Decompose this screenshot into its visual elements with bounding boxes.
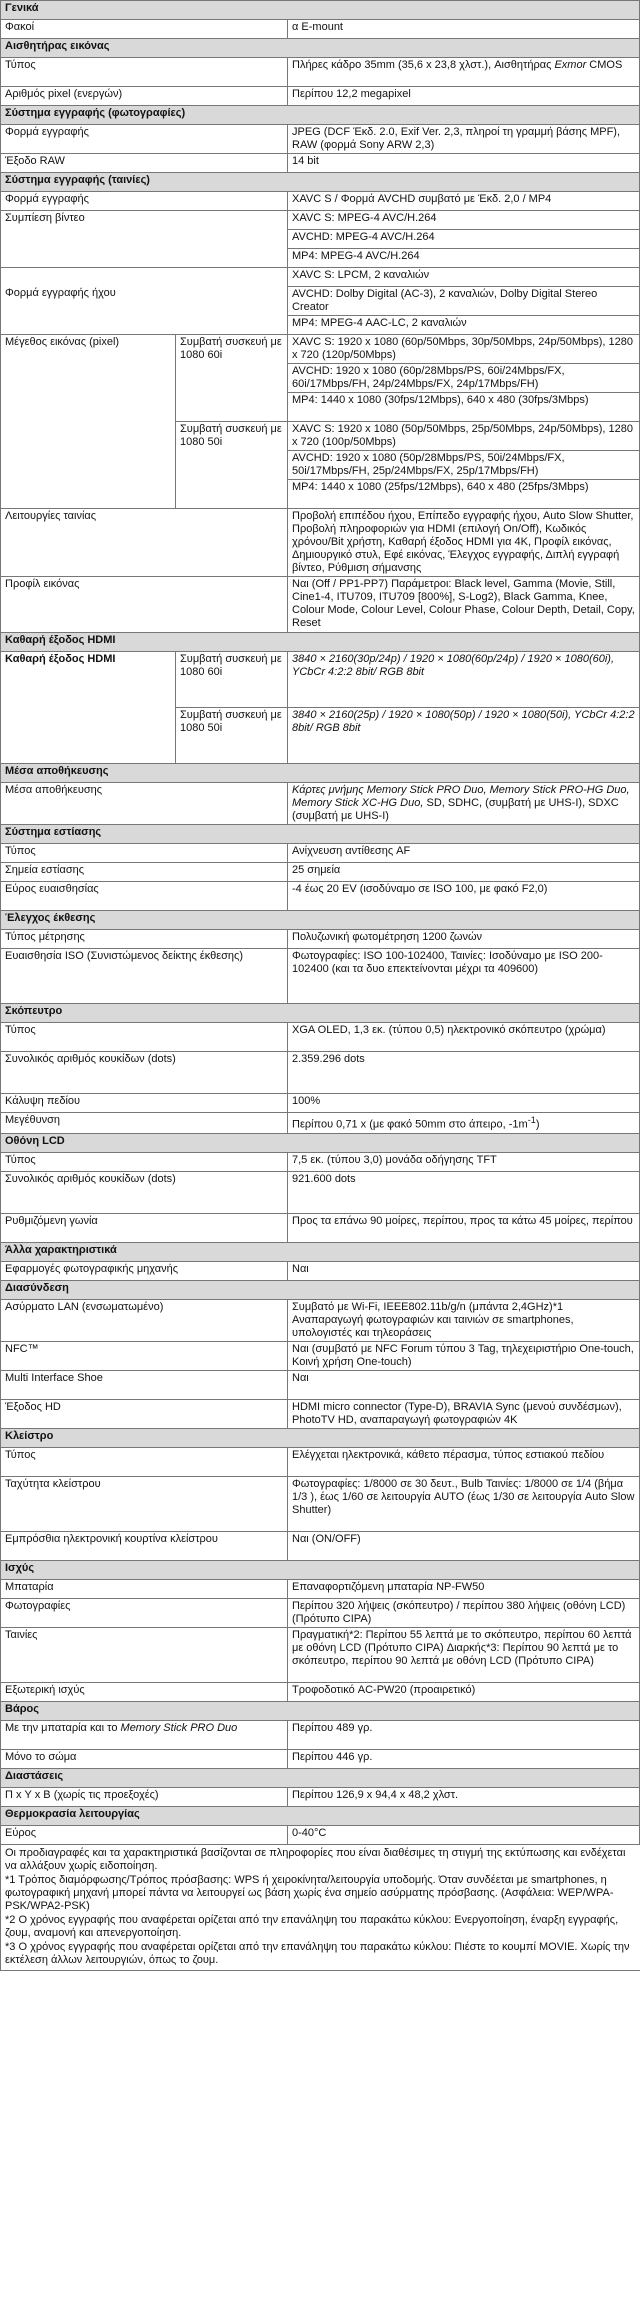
spec-value: XAVC S: 1920 x 1080 (60p/50Mbps, 30p/50Mbps, 24p/50Mbps), 1280 x 720 (120p/50Mbps) <box>288 335 640 364</box>
spec-value: MP4: 1440 x 1080 (30fps/12Mbps), 640 x 480 (30fps/3Mbps) <box>288 393 640 422</box>
spec-value <box>288 58 640 87</box>
spec-label: Τύπος μέτρησης <box>1 930 288 949</box>
spec-label: Συμπίεση βίντεο <box>1 211 288 268</box>
spec-value: AVCHD: 1920 x 1080 (60p/28Mbps/PS, 60i/24Mbps/FX, 60i/17Mbps/FH, 24p/24Mbps/FX, 24p/17Mbps/FH) <box>288 364 640 393</box>
section-other: Άλλα χαρακτηριστικά <box>1 1242 640 1261</box>
spec-value: AVCHD: Dolby Digital (AC-3), 2 καναλιών, Dolby Digital Stereo Creator <box>288 287 640 316</box>
spec-value <box>288 1113 640 1134</box>
section-power: Ισχύς <box>1 1560 640 1579</box>
spec-value: 2.359.296 dots <box>288 1052 640 1094</box>
spec-value: 14 bit <box>288 154 640 173</box>
spec-label: Εύρος <box>1 1825 288 1844</box>
spec-label: Φακοί <box>1 20 288 39</box>
spec-label: Έξοδο RAW <box>1 154 288 173</box>
spec-sublabel: Συμβατή συσκευή με 1080 60i <box>176 335 288 422</box>
footnote: *1 Τρόπος διαμόρφωσης/Τρόπος πρόσβασης: WPS ή χειροκίνητα/λειτουργία υποδομής. Όταν συνδέεται με smartphones, η φωτογραφική μηχανή μπορεί πάντα να λειτουργεί ως βάση χωρίς ένα σημείο ασύρματης πρόσβασης. (Ασφάλεια: WEP/WPA-PSK/WPA2-PSK) <box>5 1873 614 1912</box>
spec-value: Ελέγχεται ηλεκτρονικά, κάθετο πέρασμα, τύπος εστιακού πεδίου <box>288 1447 640 1476</box>
spec-value: -4 έως 20 EV (ισοδύναμο σε ISO 100, με φακό F2,0) <box>288 882 640 911</box>
spec-label: Μέσα αποθήκευσης <box>1 783 288 825</box>
spec-value: Ανίχνευση αντίθεσης AF <box>288 844 640 863</box>
spec-value-sup: -1 <box>527 1115 536 1125</box>
spec-value: 0-40°C <box>288 1825 640 1844</box>
spec-value: Φωτογραφίες: ISO 100-102400, Ταινίες: Ισοδύναμο με ISO 200-102400 (και τα δυο επεκτείνονται μέχρι τα 409600) <box>288 949 640 1004</box>
section-shutter: Κλείστρο <box>1 1428 640 1447</box>
spec-value: Ναι (συμβατό με NFC Forum τύπου 3 Tag, τηλεχειριστήριο One-touch, Κοινή χρήση One-touch) <box>288 1341 640 1370</box>
spec-label: Καθαρή έξοδος HDMI <box>1 652 176 764</box>
spec-label-part: Memory Stick PRO Duo <box>120 1721 238 1734</box>
spec-label: Π x Υ x Β (χωρίς τις προεξοχές) <box>1 1787 288 1806</box>
spec-value: Περίπου 489 γρ. <box>288 1720 640 1749</box>
spec-value: 7,5 εκ. (τύπου 3,0) μονάδα οδήγησης TFT <box>288 1152 640 1171</box>
spec-label: Συνολικός αριθμός κουκίδων (dots) <box>1 1052 288 1094</box>
spec-label: Αριθμός pixel (ενεργών) <box>1 87 288 106</box>
spec-value-part: ) <box>535 1118 540 1131</box>
spec-label: Σημεία εστίασης <box>1 863 288 882</box>
spec-value: MP4: 1440 x 1080 (25fps/12Mbps), 640 x 480 (25fps/3Mbps) <box>288 480 640 509</box>
spec-label: Φορμά εγγραφής <box>1 192 288 211</box>
spec-value: Ναι (Off / PP1-PP7) Παράμετροι: Black level, Gamma (Movie, Still, Cine1-4, ITU709, ITU709 [800%], S-Log2), Black Gamma, Knee, Colour Mode, Colour Level, Colour Phase, Colour Depth, Detail, Copy, Reset <box>288 577 640 633</box>
spec-sublabel: Συμβατή συσκευή με 1080 50i <box>176 422 288 509</box>
spec-label: Προφίλ εικόνας <box>1 577 288 633</box>
spec-label: Εύρος ευαισθησίας <box>1 882 288 911</box>
section-photo-recording: Σύστημα εγγραφής (φωτογραφίες) <box>1 106 640 125</box>
spec-value: MP4: MPEG-4 AVC/H.264 <box>288 249 640 268</box>
spec-label-part: Με την μπαταρία και το <box>5 1721 121 1734</box>
spec-label: Κάλυψη πεδίου <box>1 1094 288 1113</box>
spec-label: Ταχύτητα κλείστρου <box>1 1476 288 1531</box>
spec-value: XAVC S: MPEG-4 AVC/H.264 <box>288 211 640 230</box>
section-connectivity: Διασύνδεση <box>1 1280 640 1299</box>
spec-value: Συμβατό με Wi-Fi, IEEE802.11b/g/n (μπάντα 2,4GHz)*1 Αναπαραγωγή φωτογραφιών και ταινιών σε smartphones, υπολογιστές και τηλεοράσεις <box>288 1299 640 1341</box>
section-temperature: Θερμοκρασία λειτουργίας <box>1 1806 640 1825</box>
spec-label: Μεγέθυνση <box>1 1113 288 1134</box>
spec-label <box>1 1720 288 1749</box>
spec-label: Ρυθμιζόμενη γωνία <box>1 1213 288 1242</box>
spec-value: HDMI micro connector (Type-D), BRAVIA Sync (μενού συνδέσμων), PhotoTV HD, αναπαραγωγή φωτογραφιών 4K <box>288 1399 640 1428</box>
spec-label: Φωτογραφίες <box>1 1598 288 1627</box>
spec-value: 25 σημεία <box>288 863 640 882</box>
spec-label: Μπαταρία <box>1 1579 288 1598</box>
spec-value-part: Πλήρες κάδρο 35mm (35,6 x 23,8 χλστ.), Αισθητήρας <box>292 59 552 71</box>
section-lcd: Οθόνη LCD <box>1 1133 640 1152</box>
spec-value: JPEG (DCF Έκδ. 2.0, Exif Ver. 2,3, πληροί τη γραμμή βάσης MPF), RAW (φορμά Sony ARW 2,3) <box>288 125 640 154</box>
spec-value: XAVC S: LPCM, 2 καναλιών <box>288 268 640 287</box>
spec-label: Μόνο το σώμα <box>1 1749 288 1768</box>
footnote: Οι προδιαγραφές και τα χαρακτηριστικά βασίζονται σε πληροφορίες που είναι διαθέσιμες τη στιγμή της εκτύπωσης και ενδέχεται να αλλάξουν χωρίς ειδοποίηση. <box>5 1846 626 1872</box>
spec-value: α E-mount <box>288 20 640 39</box>
spec-label <box>1 268 288 335</box>
spec-value-part: Exmor <box>554 59 587 71</box>
spec-value-part: SD, SDHC, (συμβατή με UHS-I), SDXC (συμβατή με UHS-I) <box>292 797 619 822</box>
spec-value: Προς τα επάνω 90 μοίρες, περίπου, προς τα κάτω 45 μοίρες, περίπου <box>288 1213 640 1242</box>
spec-label: Τύπος <box>1 58 288 87</box>
section-clean-hdmi: Καθαρή έξοδος HDMI <box>1 633 640 652</box>
spec-label: Έξοδος HD <box>1 1399 288 1428</box>
section-movie-recording: Σύστημα εγγραφής (ταινίες) <box>1 173 640 192</box>
spec-value: AVCHD: MPEG-4 AVC/H.264 <box>288 230 640 249</box>
spec-label: Τύπος <box>1 1152 288 1171</box>
spec-label: Συνολικός αριθμός κουκίδων (dots) <box>1 1171 288 1213</box>
spec-value: XGA OLED, 1,3 εκ. (τύπου 0,5) ηλεκτρονικό σκόπευτρο (χρώμα) <box>288 1023 640 1052</box>
spec-label: Τύπος <box>1 1447 288 1476</box>
spec-value: Φωτογραφίες: 1/8000 σε 30 δευτ., Bulb Ταινίες: 1/8000 σε 1/4 (βήμα 1/3 ), έως 1/60 σε λειτουργία AUTO (έως 1/30 σε λειτουργία Auto Slow Shutter) <box>288 1476 640 1531</box>
spec-value: AVCHD: 1920 x 1080 (50p/28Mbps/PS, 50i/24Mbps/FX, 50i/17Mbps/FH, 25p/24Mbps/FX, 25p/17Mbps/FH) <box>288 451 640 480</box>
spec-value: Ναι <box>288 1370 640 1399</box>
spec-value: XAVC S: 1920 x 1080 (50p/50Mbps, 25p/50Mbps, 24p/50Mbps), 1280 x 720 (100p/50Mbps) <box>288 422 640 451</box>
footnotes <box>0 1845 640 1971</box>
section-weight: Βάρος <box>1 1701 640 1720</box>
spec-label: NFC™ <box>1 1341 288 1370</box>
spec-label: Τύπος <box>1 1023 288 1052</box>
section-focus: Σύστημα εστίασης <box>1 825 640 844</box>
spec-value: Ναι <box>288 1261 640 1280</box>
spec-value: Πολυζωνική φωτομέτρηση 1200 ζωνών <box>288 930 640 949</box>
spec-label: Ευαισθησία ISO (Συνιστώμενος δείκτης έκθεσης) <box>1 949 288 1004</box>
spec-label: Ασύρματο LAN (ενσωματωμένο) <box>1 1299 288 1341</box>
section-storage: Μέσα αποθήκευσης <box>1 764 640 783</box>
section-general: Γενικά <box>1 1 640 20</box>
spec-value: 921.600 dots <box>288 1171 640 1213</box>
spec-value: 100% <box>288 1094 640 1113</box>
spec-value: Περίπου 126,9 x 94,4 x 48,2 χλστ. <box>288 1787 640 1806</box>
spec-sublabel: Συμβατή συσκευή με 1080 60i <box>176 652 288 708</box>
spec-label-text: Φορμά εγγραφής ήχου <box>5 287 116 299</box>
section-sensor: Αισθητήρας εικόνας <box>1 39 640 58</box>
spec-value: Τροφοδοτικό AC-PW20 (προαιρετικό) <box>288 1682 640 1701</box>
spec-value: Προβολή επιπέδου ήχου, Επίπεδο εγγραφής ήχου, Auto Slow Shutter, Προβολή πληροφοριών για HDMI (επιλογή On/Off), Κωδικός χρόνου/Bit χρήστη, Καθαρή έξοδος HDMI για 4K, Προφίλ εικόνας, Δημιουργικό στυλ, Εφέ εικόνας, Έλεγχος εγγραφής, Διπλή εγγραφή βίντεο, Ρύθμιση σήμανσης <box>288 509 640 577</box>
spec-label: Multi Interface Shoe <box>1 1370 288 1399</box>
spec-value: Περίπου 446 γρ. <box>288 1749 640 1768</box>
spec-value: Επαναφορτιζόμενη μπαταρία NP-FW50 <box>288 1579 640 1598</box>
section-exposure: Έλεγχος έκθεσης <box>1 911 640 930</box>
spec-value: 3840 × 2160(25p) / 1920 × 1080(50p) / 1920 × 1080(50i), YCbCr 4:2:2 8bit/ RGB 8bit <box>288 708 640 764</box>
footnote: *3 Ο χρόνος εγγραφής που αναφέρεται ορίζεται από την επανάληψη του παρακάτω κύκλου: Πιέστε το κουμπί MOVIE. Χωρίς την εκτέλεση άλλων λειτουργιών, όπως το ζουμ. <box>5 1940 630 1966</box>
footnote: *2 Ο χρόνος εγγραφής που αναφέρεται ορίζεται από την επανάληψη του παρακάτω κύκλου: Ενεργοποίηση, έναρξη εγγραφής, ζουμ, αναμονή και απενεργοποίηση. <box>5 1913 619 1939</box>
section-viewfinder: Σκόπευτρο <box>1 1004 640 1023</box>
spec-label: Εξωτερική ισχύς <box>1 1682 288 1701</box>
spec-value-part: Περίπου 0,71 x (με φακό 50mm στο άπειρο, -1m <box>292 1118 528 1131</box>
spec-value: Πραγματική*2: Περίπου 55 λεπτά με το σκόπευτρο, περίπου 60 λεπτά με οθόνη LCD (Πρότυπο CIPA) Διαρκής*3: Περίπου 90 λεπτά με το σκόπευτρο, περίπου 90 λεπτά με οθόνη LCD (Πρότυπο CIPA) <box>288 1627 640 1682</box>
spec-sublabel: Συμβατή συσκευή με 1080 50i <box>176 708 288 764</box>
spec-value: Περίπου 12,2 megapixel <box>288 87 640 106</box>
spec-value-part: Κάρτες μνήμης Memory Stick PRO Duo, Memory Stick PRO-HG Duo, Memory Stick XC-HG Duo, <box>292 784 630 809</box>
spec-value: 3840 × 2160(30p/24p) / 1920 × 1080(60p/24p) / 1920 × 1080(60i), YCbCr 4:2:2 8bit/ RGB 8bit <box>288 652 640 708</box>
spec-label: Λειτουργίες ταινίας <box>1 509 288 577</box>
spec-value <box>288 783 640 825</box>
spec-value: Ναι (ON/OFF) <box>288 1531 640 1560</box>
spec-value: XAVC S / Φορμά AVCHD συμβατό με Έκδ. 2,0 / MP4 <box>288 192 640 211</box>
spec-label: Μέγεθος εικόνας (pixel) <box>1 335 176 509</box>
spec-value: MP4: MPEG-4 AAC-LC, 2 καναλιών <box>288 316 640 335</box>
spec-label: Ταινίες <box>1 1627 288 1682</box>
spec-label: Φορμά εγγραφής <box>1 125 288 154</box>
spec-value: Περίπου 320 λήψεις (σκόπευτρο) / περίπου 380 λήψεις (οθόνη LCD) (Πρότυπο CIPA) <box>288 1598 640 1627</box>
spec-label: Εμπρόσθια ηλεκτρονική κουρτίνα κλείστρου <box>1 1531 288 1560</box>
spec-label: Εφαρμογές φωτογραφικής μηχανής <box>1 1261 288 1280</box>
spec-value-part: CMOS <box>586 59 623 71</box>
section-dimensions: Διαστάσεις <box>1 1768 640 1787</box>
spec-label: Τύπος <box>1 844 288 863</box>
